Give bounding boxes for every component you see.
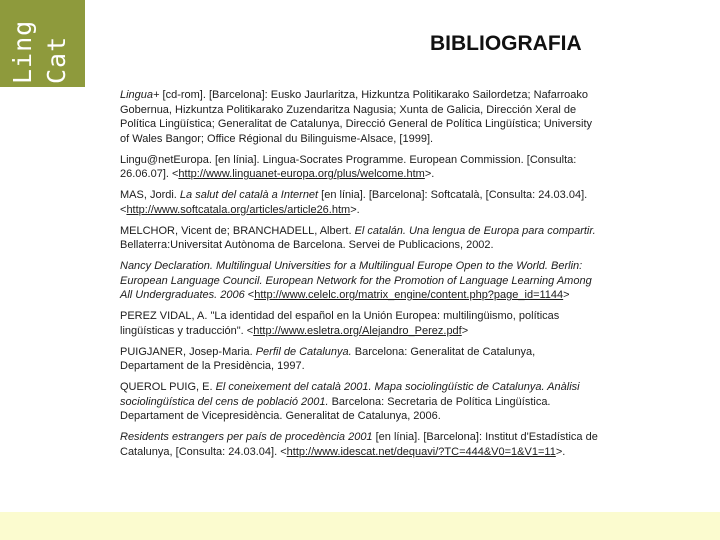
entry-text-end: >. bbox=[424, 168, 435, 180]
entry-link[interactable]: http://www.celelc.org/matrix_engine/content.php?page_id=1144 bbox=[254, 289, 564, 301]
logo-line-cat: Cat bbox=[42, 35, 71, 84]
logo-text bbox=[8, 4, 78, 84]
entry-text: [en línia]. [Barcelona]: Institut d'Estadística de Catalunya, [Consulta: 24.03.04]. < bbox=[120, 431, 598, 458]
entry-text: Lingu@netEuropa. [en línia]. Lingua-Socrates Programme. European Commission. [Consulta: 26.06.07]. < bbox=[120, 153, 577, 180]
entry-title: Lingua+ bbox=[120, 89, 160, 101]
entry-title: La salut del català a Internet bbox=[179, 189, 319, 201]
entry-author: PUIGJANER, Josep-Maria. bbox=[120, 345, 256, 358]
entry-text-end: >. bbox=[555, 445, 566, 458]
entry-text: [cd-rom]. [Barcelona]: Eusko Jaurlaritza, Hizkuntza Politikarako Sailordetza; Nafarroako Gobernua, Hizkuntza Politikarako Zuzendaritza Nagusia; Xunta de Galicia, Dirección Xeral de Política Lingüística; Generalitat de Catalunya, Direcció General de Política Lingüística; University of Wales Bangor; Office Régional du Bilinguisme-Alsace, [1999]. bbox=[120, 89, 593, 145]
logo-line-ling: Ling bbox=[8, 19, 37, 84]
entry-text-end: > bbox=[461, 324, 469, 337]
entry-text: [en línia]. [Barcelona]: Softcatalà, [Consulta: 24.03.04]. < bbox=[120, 189, 588, 216]
bibliography-entry-perez-vidal bbox=[120, 309, 600, 338]
page-title: BIBLIOGRAFIA bbox=[430, 32, 582, 55]
entry-link[interactable]: http://www.linguanet-europa.org/plus/welcome.htm bbox=[178, 168, 425, 180]
entry-title: El catalán. Una lengua de Europa para compartir. bbox=[354, 224, 596, 237]
bibliography-entry-nancy bbox=[120, 259, 600, 303]
entry-link[interactable]: http://www.softcatala.org/articles/article26.htm bbox=[126, 203, 351, 216]
entry-author: MELCHOR, Vicent de; BRANCHADELL, Albert. bbox=[120, 224, 355, 237]
entry-text: Barcelona: Generalitat de Catalunya, Departament de la Presidència, 1997. bbox=[120, 345, 536, 372]
entry-link[interactable]: http://www.esletra.org/Alejandro_Perez.pdf bbox=[253, 324, 462, 337]
lingcat-logo bbox=[0, 0, 85, 87]
entry-title: El coneixement del català 2001. Mapa sociolingüístic de Catalunya. Anàlisi sociolingüística del cens de població 2001. bbox=[120, 381, 580, 408]
bibliography-entry-querol bbox=[120, 380, 600, 424]
bibliography-entry-mas bbox=[120, 188, 600, 217]
bibliography-entry-lingua-plus bbox=[120, 88, 600, 146]
entry-text: Barcelona: Secretaria de Política Lingüística. Departament de Vicepresidència. Generalitat de Catalunya, 2006. bbox=[120, 395, 551, 422]
entry-text: < bbox=[244, 289, 255, 301]
entry-title: Residents estrangers per país de procedència 2001 bbox=[120, 431, 373, 443]
bibliography-entry-idescat bbox=[120, 430, 600, 459]
bibliography-entry-puigjaner bbox=[120, 345, 600, 374]
entry-author: QUEROL PUIG, E. bbox=[120, 381, 216, 393]
bibliography-entry-melchor bbox=[120, 224, 600, 253]
entry-text-end: > bbox=[563, 289, 570, 301]
entry-link[interactable]: http://www.idescat.net/dequavi/?TC=444&V0=1&V1=11 bbox=[286, 445, 556, 458]
entry-text: Bellaterra:Universitat Autònoma de Barcelona. Servei de Publicacions, 2002. bbox=[120, 239, 494, 251]
bibliography-list bbox=[120, 88, 600, 466]
entry-title: Perfil de Catalunya. bbox=[255, 345, 352, 358]
entry-author: MAS, Jordi. bbox=[120, 189, 180, 201]
entry-title: Nancy Declaration. Multilingual Universities for a Multilingual Europe Open to the World. Berlin: European Language Council. European Network for the Promotion of Language Learning Among All Undergraduates. 2006 bbox=[120, 260, 592, 301]
entry-text: PEREZ VIDAL, A. "La identidad del español en la Unión Europea: multilingüismo, políticas lingüísticas y traducción". < bbox=[120, 310, 560, 337]
bibliography-entry-linguanet bbox=[120, 153, 600, 182]
entry-text-end: >. bbox=[350, 203, 360, 216]
footer-band bbox=[0, 512, 720, 540]
